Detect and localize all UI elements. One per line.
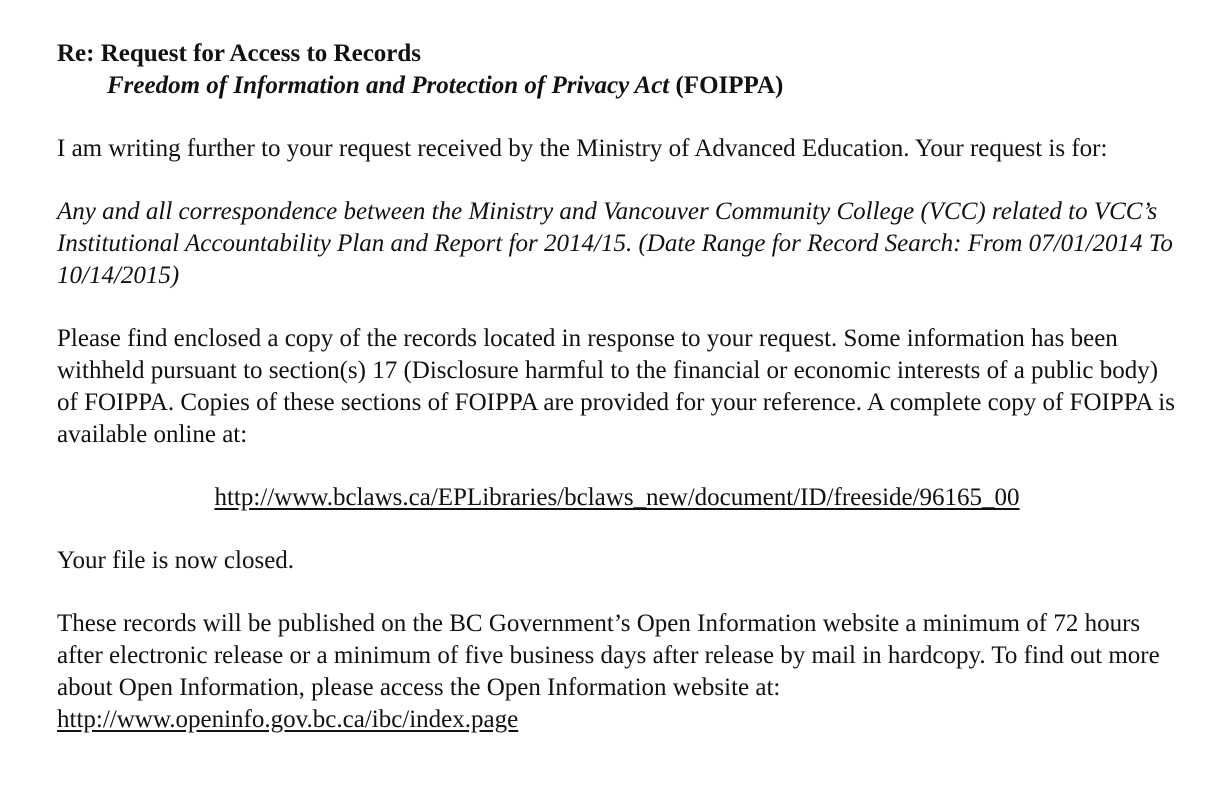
intro-paragraph: I am writing further to your request received by the Ministry of Advanced Education. Your request is for: [57,135,1108,162]
subject-line: Re: Request for Access to Records [57,40,422,67]
request-description: Any and all correspondence between the Ministry and Vancouver Community College (VCC) related to VCC’s Institutional Accountability Plan and Report for 2014/15. (Date Range for Record Search: From 07/01/2014 To 10/14/2015) [57,198,1173,289]
act-abbrev: (FOIPPA) [669,72,784,99]
file-closed-paragraph: Your file is now closed. [57,547,295,574]
publish-text: These records will be published on the BC Government’s Open Information website a minimum of 72 hours after electronic release or a minimum of five business days after release by mail in hardcopy. To find out more about Open Information, please access the Open Information website at: [57,610,1160,701]
records-paragraph: Please find enclosed a copy of the records located in response to your request. Some information has been withheld pursuant to section(s) 17 (Disclosure harmful to the financial or economic interests of a public body) of FOIPPA. Copies of these sections of FOIPPA are provided for your reference. A complete copy of FOIPPA is available online at: [57,325,1175,448]
letter-body [57,38,1177,736]
subject-block [57,38,1177,102]
act-name: Freedom of Information and Protection of Privacy Act [107,72,670,99]
act-line [57,70,1177,102]
publish-paragraph [57,608,1177,736]
openinfo-link[interactable]: http://www.openinfo.gov.bc.ca/ibc/index.page [57,706,519,733]
foippa-link[interactable]: http://www.bclaws.ca/EPLibraries/bclaws_new/document/ID/freeside/96165_00 [214,484,1020,511]
foippa-link-paragraph [57,482,1177,514]
